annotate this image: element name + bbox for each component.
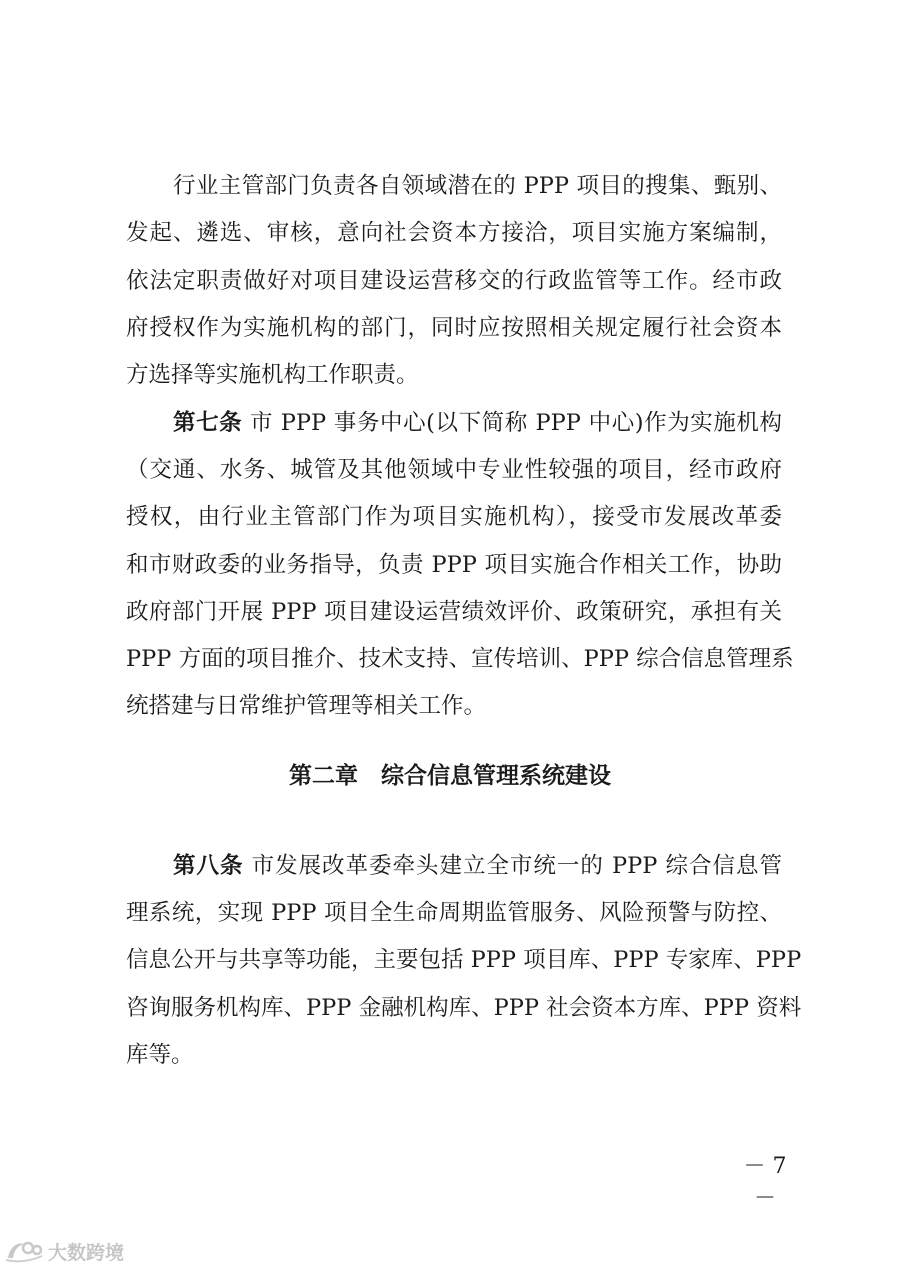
paragraph-line: 政府部门开展 PPP 项目建设运营绩效评价、政策研究，承担有关 (126, 599, 782, 625)
paragraph-line: 行业主管部门负责各自领域潜在的 PPP 项目的搜集、甄别、 (173, 173, 782, 199)
paragraph-line: 库等。 (126, 1042, 194, 1068)
article-8-text: 市发展改革委牵头建立全市统一的 PPP 综合信息管 (243, 853, 782, 879)
paragraph-line: 信息公开与共享等功能，主要包括 PPP 项目库、PPP 专家库、PPP (126, 947, 802, 973)
paragraph-line: 授权，由行业主管部门作为项目实施机构），接受市发展改革委 (126, 504, 782, 530)
article-8-heading: 第八条 (173, 853, 244, 879)
paragraph-line: 依法定职责做好对项目建设运营移交的行政监管等工作。经市政 (126, 268, 782, 294)
article-7-heading: 第七条 (173, 410, 243, 436)
paragraph-line: 发起、遴选、审核，意向社会资本方接洽，项目实施方案编制， (126, 220, 782, 246)
paragraph-line: 统搭建与日常维护管理等相关工作。 (126, 693, 487, 719)
paragraph-line: 府授权作为实施机构的部门，同时应按照相关规定履行社会资本 (126, 315, 782, 341)
paragraph-line: 方选择等实施机构工作职责。 (126, 362, 419, 388)
paragraph-line: PPP 方面的项目推介、技术支持、宣传培训、PPP 综合信息管理系 (126, 646, 794, 672)
watermark-text: 大数跨境 (48, 1241, 125, 1264)
watermark (4, 1236, 124, 1266)
chapter-title: 第二章 综合信息管理系统建设 (289, 763, 611, 789)
article-7-text: 市 PPP 事务中心(以下简称 PPP 中心)作为实施机构 (242, 410, 782, 436)
article-7-line (173, 407, 782, 439)
article-8-line (173, 850, 782, 882)
paragraph-line: 咨询服务机构库、PPP 金融机构库、PPP 社会资本方库、PPP 资料 (126, 995, 802, 1021)
page-number: － 7 － (743, 1154, 787, 1211)
paragraph-line: （交通、水务、城管及其他领域中专业性较强的项目，经市政府 (126, 457, 782, 483)
paragraph-line: 和市财政委的业务指导，负责 PPP 项目实施合作相关工作，协助 (126, 552, 782, 578)
paragraph-line: 理系统，实现 PPP 项目全生命周期监管服务、风险预警与防控、 (126, 900, 782, 926)
logo-icon (4, 1238, 44, 1264)
